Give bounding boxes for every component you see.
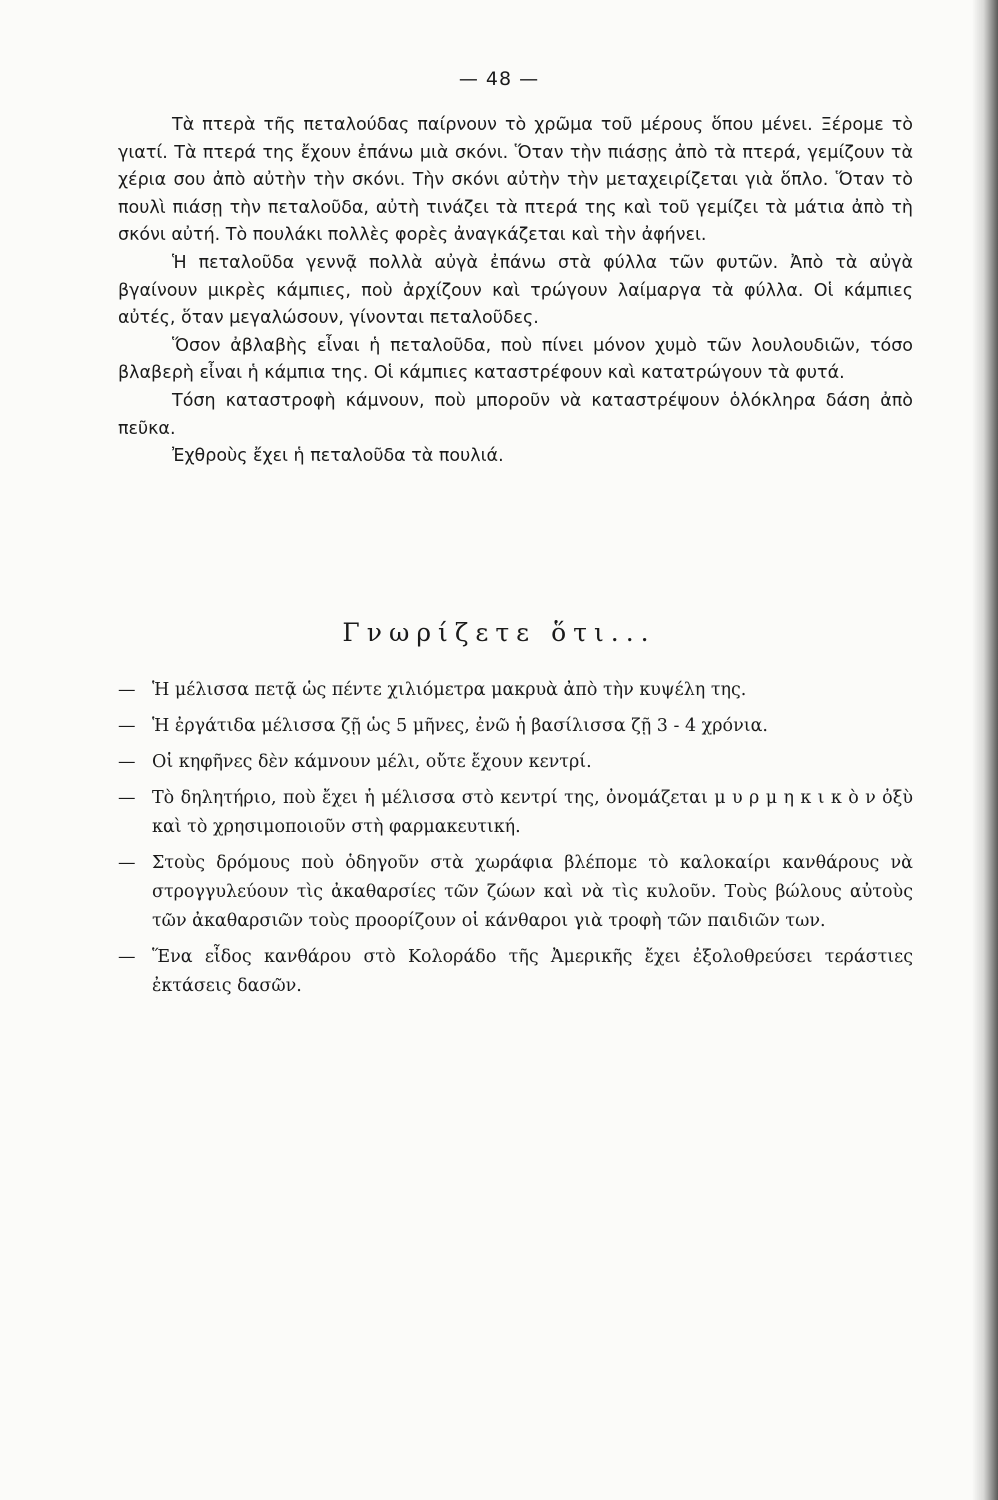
fact-item [118, 748, 913, 777]
paragraph-destruction: Τόση καταστροφὴ κάμνουν, ποὺ μποροῦν νὰ καταστρέψουν ὁλόκληρα δάση ἀπὸ πεῦκα. [118, 390, 913, 439]
butterfly-text [118, 112, 913, 471]
page-number: — 48 — [458, 68, 540, 90]
dash-marker: — [118, 788, 136, 808]
dash-marker: — [118, 716, 136, 736]
fact-item [118, 849, 913, 936]
facts-list [118, 676, 913, 1008]
dash-marker: — [118, 947, 136, 967]
dash-marker: — [118, 680, 136, 700]
page-edge-shadow [972, 0, 998, 1500]
fact-text: Ἕνα εἶδος κανθάρου στὸ Κολοράδο τῆς Ἀμερικῆς ἔχει ἐξολοθρεύσει τεράστιες ἐκτάσεις δασῶν. [152, 947, 913, 996]
fact-item [118, 784, 913, 842]
fact-text: Ἡ μέλισσα πετᾷ ὡς πέντε χιλιόμετρα μακρυὰ ἀπὸ τὴν κυψέλη της. [152, 680, 747, 700]
paragraph-caterpillar-harm: Ὅσον ἀβλαβὴς εἶναι ἡ πεταλοῦδα, ποὺ πίνει μόνον χυμὸ τῶν λουλουδιῶν, τόσο βλαβερὴ εἶναι ἡ κάμπια της. Οἱ κάμπιες καταστρέφουν καὶ κατατρώγουν τὰ φυτά. [118, 335, 913, 384]
paragraph-enemies: Ἐχθροὺς ἔχει ἡ πεταλοῦδα τὰ πουλιά. [172, 446, 504, 467]
paragraph-wings: Τὰ πτερὰ τῆς πεταλούδας παίρνουν τὸ χρῶμα τοῦ μέρους ὅπου μένει. Ξέρομε τὸ γιατί. Τὰ πτερά της ἔχουν ἐπάνω μιὰ σκόνι. Ὅταν τὴν πιάσῃς ἀπὸ τὰ πτερά, γεμίζουν τὰ χέρια σου ἀπὸ αὐτὴν τὴν σκόνι. Τὴν σκόνι αὐτὴν τὴν μεταχειρίζεται γιὰ ὅπλο. Ὅταν τὸ πουλὶ πιάσῃ τὴν πεταλοῦδα, αὐτὴ τινάζει τὰ πτερά της καὶ τοῦ γεμίζει τὰ μάτια ἀπὸ τὴ σκόνι αὐτή. Τὸ πουλάκι πολλὲς φορὲς ἀναγκάζεται καὶ τὴν ἀφήνει. [118, 115, 913, 246]
dash-marker: — [118, 752, 136, 772]
fact-text: Τὸ δηλητήριο, ποὺ ἔχει ἡ μέλισσα στὸ κεντρί της, ὀνομάζεται μ υ ρ μ η κ ι κ ὸ ν ὀξὺ καὶ τὸ χρησιμοποιοῦν στὴ φαρμακευτική. [152, 788, 913, 837]
section-heading: Γνωρίζετε ὅτι... [342, 618, 656, 647]
fact-item [118, 943, 913, 1001]
fact-text: Ἡ ἐργάτιδα μέλισσα ζῇ ὡς 5 μῆνες, ἐνῶ ἡ βασίλισσα ζῇ 3 - 4 χρόνια. [152, 716, 768, 736]
dash-marker: — [118, 853, 136, 873]
fact-text: Στοὺς δρόμους ποὺ ὁδηγοῦν στὰ χωράφια βλέπομε τὸ καλοκαίρι κανθάρους νὰ στρογγυλεύουν τὶς ἀκαθαρσίες τῶν ζώων καὶ νὰ τὶς κυλοῦν. Τοὺς βώλους αὐτοὺς τῶν ἀκαθαρσιῶν τοὺς προορίζουν οἱ κάνθαροι γιὰ τροφὴ τῶν παιδιῶν των. [152, 853, 913, 931]
fact-item [118, 712, 913, 741]
paragraph-eggs: Ἡ πεταλοῦδα γεννᾷ πολλὰ αὐγὰ ἐπάνω στὰ φύλλα τῶν φυτῶν. Ἀπὸ τὰ αὐγὰ βγαίνουν μικρὲς κάμπιες, ποὺ ἀρχίζουν καὶ τρώγουν λαίμαργα τὰ φύλλα. Οἱ κάμπιες αὐτές, ὅταν μεγαλώσουν, γίνονται πεταλοῦδες. [118, 252, 913, 329]
fact-text: Οἱ κηφῆνες δὲν κάμνουν μέλι, οὔτε ἔχουν κεντρί. [152, 752, 592, 772]
fact-item [118, 676, 913, 705]
